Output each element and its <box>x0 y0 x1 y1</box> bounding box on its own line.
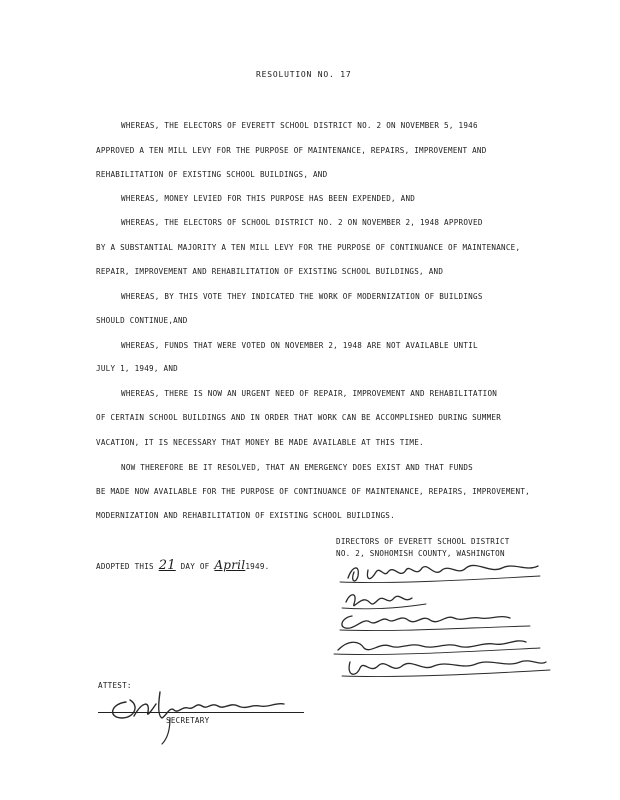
paragraph-line: WHEREAS, MONEY LEVIED FOR THIS PURPOSE HAS BEEN EXPENDED, AND <box>121 194 416 203</box>
director-signature-1 <box>348 565 538 580</box>
paragraph-line: BY A SUBSTANTIAL MAJORITY A TEN MILL LEVY FOR THE PURPOSE OF CONTINUANCE OF MAINTENANCE, <box>96 243 521 252</box>
adopted-middle: DAY OF <box>180 562 210 571</box>
paragraph-line: VACATION, IT IS NECESSARY THAT MONEY BE MADE AVAILABLE AT THIS TIME. <box>96 438 424 447</box>
document-title: RESOLUTION NO. 17 <box>256 70 352 79</box>
paragraph-line: SHOULD CONTINUE,AND <box>96 316 188 325</box>
paragraph-line: WHEREAS, THE ELECTORS OF SCHOOL DISTRICT NO. 2 ON NOVEMBER 2, 1948 APPROVED <box>121 218 483 227</box>
director-signature-3 <box>342 616 510 628</box>
paragraph-line: JULY 1, 1949, AND <box>96 364 178 373</box>
director-signatures <box>330 558 560 688</box>
adopted-prefix: ADOPTED THIS <box>96 562 154 571</box>
signature-rule <box>98 712 304 713</box>
paragraph-line: REPAIR, IMPROVEMENT AND REHABILITATION OF EXISTING SCHOOL BUILDINGS, AND <box>96 267 444 276</box>
paragraph-line: MODERNIZATION AND REHABILITATION OF EXISTING SCHOOL BUILDINGS. <box>96 511 395 520</box>
paragraph-line: WHEREAS, THERE IS NOW AN URGENT NEED OF REPAIR, IMPROVEMENT AND REHABILITATION <box>121 389 498 398</box>
paragraph-line: OF CERTAIN SCHOOL BUILDINGS AND IN ORDER THAT WORK CAN BE ACCOMPLISHED DURING SUMMER <box>96 413 502 422</box>
adopted-day: 21 <box>158 558 176 573</box>
paragraph-line: WHEREAS, BY THIS VOTE THEY INDICATED THE WORK OF MODERNIZATION OF BUILDINGS <box>121 292 483 301</box>
paragraph-line: APPROVED A TEN MILL LEVY FOR THE PURPOSE OF MAINTENANCE, REPAIRS, IMPROVEMENT AND <box>96 146 487 155</box>
adopted-year: 1949. <box>245 562 270 571</box>
directors-line-2: NO. 2, SNOHOMISH COUNTY, WASHINGTON <box>336 549 505 558</box>
adopted-month: April <box>214 558 246 572</box>
paragraph-line: WHEREAS, THE ELECTORS OF EVERETT SCHOOL DISTRICT NO. 2 ON NOVEMBER 5, 1946 <box>121 121 478 130</box>
attest-label: ATTEST: <box>98 681 132 690</box>
directors-line-1: DIRECTORS OF EVERETT SCHOOL DISTRICT <box>336 537 510 546</box>
director-signature-2 <box>346 595 412 606</box>
paragraph-line: NOW THEREFORE BE IT RESOLVED, THAT AN EMERGENCY DOES EXIST AND THAT FUNDS <box>121 463 473 472</box>
adopted-line <box>96 558 270 573</box>
paragraph-line: BE MADE NOW AVAILABLE FOR THE PURPOSE OF CONTINUANCE OF MAINTENANCE, REPAIRS, IMPROVEMENT, <box>96 487 530 496</box>
paragraph-line: REHABILITATION OF EXISTING SCHOOL BUILDINGS, AND <box>96 170 328 179</box>
paragraph-line: WHEREAS, FUNDS THAT WERE VOTED ON NOVEMBER 2, 1948 ARE NOT AVAILABLE UNTIL <box>121 341 478 350</box>
director-signature-4 <box>338 641 526 650</box>
secretary-role: SECRETARY <box>166 716 210 725</box>
